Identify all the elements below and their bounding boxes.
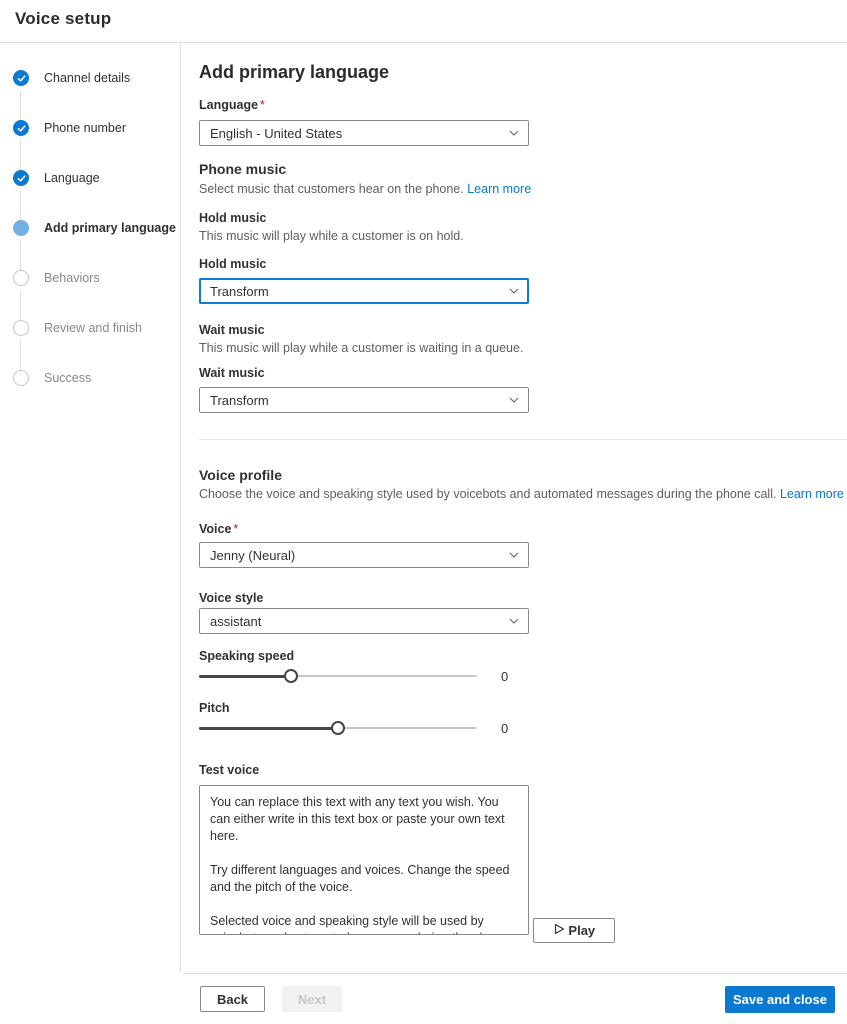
back-button[interactable]: Back <box>200 986 265 1012</box>
step-label: Channel details <box>44 71 131 85</box>
voice-profile-learn-more-link[interactable]: Learn more <box>779 487 844 501</box>
voice-style-dropdown-value: assistant <box>210 613 262 629</box>
speaking-speed-value: 0 <box>501 668 509 684</box>
step-phone-number[interactable] <box>0 120 180 170</box>
step-review-and-finish[interactable] <box>0 320 180 370</box>
step-pending-icon <box>13 370 29 386</box>
hold-music-label: Hold music <box>199 257 267 271</box>
section-divider <box>199 439 847 440</box>
phone-music-description: Select music that customers hear on the phone. Learn more <box>199 182 532 196</box>
voice-style-dropdown[interactable] <box>199 608 529 634</box>
chevron-down-icon <box>508 549 520 561</box>
step-current-icon <box>13 220 29 236</box>
hold-music-description: This music will play while a customer is on hold. <box>199 229 464 243</box>
step-label: Behaviors <box>44 271 100 285</box>
slider-fill <box>199 727 338 730</box>
step-completed-icon <box>13 170 29 186</box>
step-label: Phone number <box>44 121 127 135</box>
voice-profile-description: Choose the voice and speaking style used by voicebots and automated messages during the phone call. Learn more <box>199 487 844 501</box>
step-completed-icon <box>13 120 29 136</box>
page-header <box>0 0 847 43</box>
step-pending-icon <box>13 320 29 336</box>
step-language[interactable] <box>0 170 180 220</box>
wait-music-title: Wait music <box>199 323 265 337</box>
phone-music-title: Phone music <box>199 161 287 177</box>
language-dropdown[interactable] <box>199 120 529 146</box>
language-label: Language * <box>199 98 265 112</box>
step-pending-icon <box>13 270 29 286</box>
wait-music-dropdown-value: Transform <box>210 392 269 408</box>
pitch-value: 0 <box>501 720 509 736</box>
save-and-close-button[interactable]: Save and close <box>725 986 835 1013</box>
step-behaviors[interactable] <box>0 270 180 320</box>
voice-profile-title: Voice profile <box>199 467 282 483</box>
pitch-track[interactable] <box>199 720 477 736</box>
hold-music-title: Hold music <box>199 211 267 225</box>
hold-music-dropdown-value: Transform <box>210 283 269 299</box>
next-button[interactable]: Next <box>282 986 342 1012</box>
required-asterisk: * <box>233 522 239 536</box>
page-title: Voice setup <box>15 9 112 28</box>
main-content <box>181 43 847 973</box>
slider-fill <box>199 675 291 678</box>
step-channel-details[interactable] <box>0 70 180 120</box>
play-button[interactable] <box>533 918 615 943</box>
wizard-footer <box>182 973 847 1024</box>
wait-music-description: This music will play while a customer is waiting in a queue. <box>199 341 524 355</box>
step-label: Review and finish <box>44 321 142 335</box>
step-completed-icon <box>13 70 29 86</box>
required-asterisk: * <box>260 98 265 112</box>
play-button-label: Play <box>568 923 596 938</box>
step-label: Language <box>44 171 100 185</box>
speaking-speed-track[interactable] <box>199 668 477 684</box>
step-add-primary-language[interactable] <box>0 220 180 270</box>
pitch-thumb[interactable] <box>331 721 345 735</box>
chevron-down-icon <box>508 394 520 406</box>
phone-music-learn-more-link[interactable]: Learn more <box>467 182 532 196</box>
wizard-stepper <box>0 43 181 973</box>
wait-music-label: Wait music <box>199 366 265 380</box>
wait-music-dropdown[interactable] <box>199 387 529 413</box>
language-dropdown-value: English - United States <box>210 125 343 141</box>
chevron-down-icon <box>508 127 520 139</box>
voice-dropdown[interactable] <box>199 542 529 568</box>
step-success[interactable] <box>0 370 180 420</box>
speaking-speed-slider <box>199 668 529 684</box>
speaking-speed-thumb[interactable] <box>284 669 298 683</box>
voice-label: Voice * <box>199 522 239 536</box>
test-voice-textarea[interactable] <box>199 785 529 935</box>
voice-dropdown-value: Jenny (Neural) <box>210 547 296 563</box>
check-icon <box>17 74 26 83</box>
check-icon <box>17 174 26 183</box>
chevron-down-icon <box>508 615 520 627</box>
form-title: Add primary language <box>199 62 390 82</box>
pitch-slider <box>199 720 529 736</box>
test-voice-label: Test voice <box>199 763 260 777</box>
play-icon <box>554 923 565 935</box>
speaking-speed-label: Speaking speed <box>199 649 295 663</box>
step-label: Add primary language <box>44 221 176 235</box>
hold-music-dropdown[interactable] <box>199 278 529 304</box>
chevron-down-icon <box>508 285 520 297</box>
step-label: Success <box>44 371 92 385</box>
check-icon <box>17 124 26 133</box>
pitch-label: Pitch <box>199 701 230 715</box>
voice-style-label: Voice style <box>199 591 264 605</box>
